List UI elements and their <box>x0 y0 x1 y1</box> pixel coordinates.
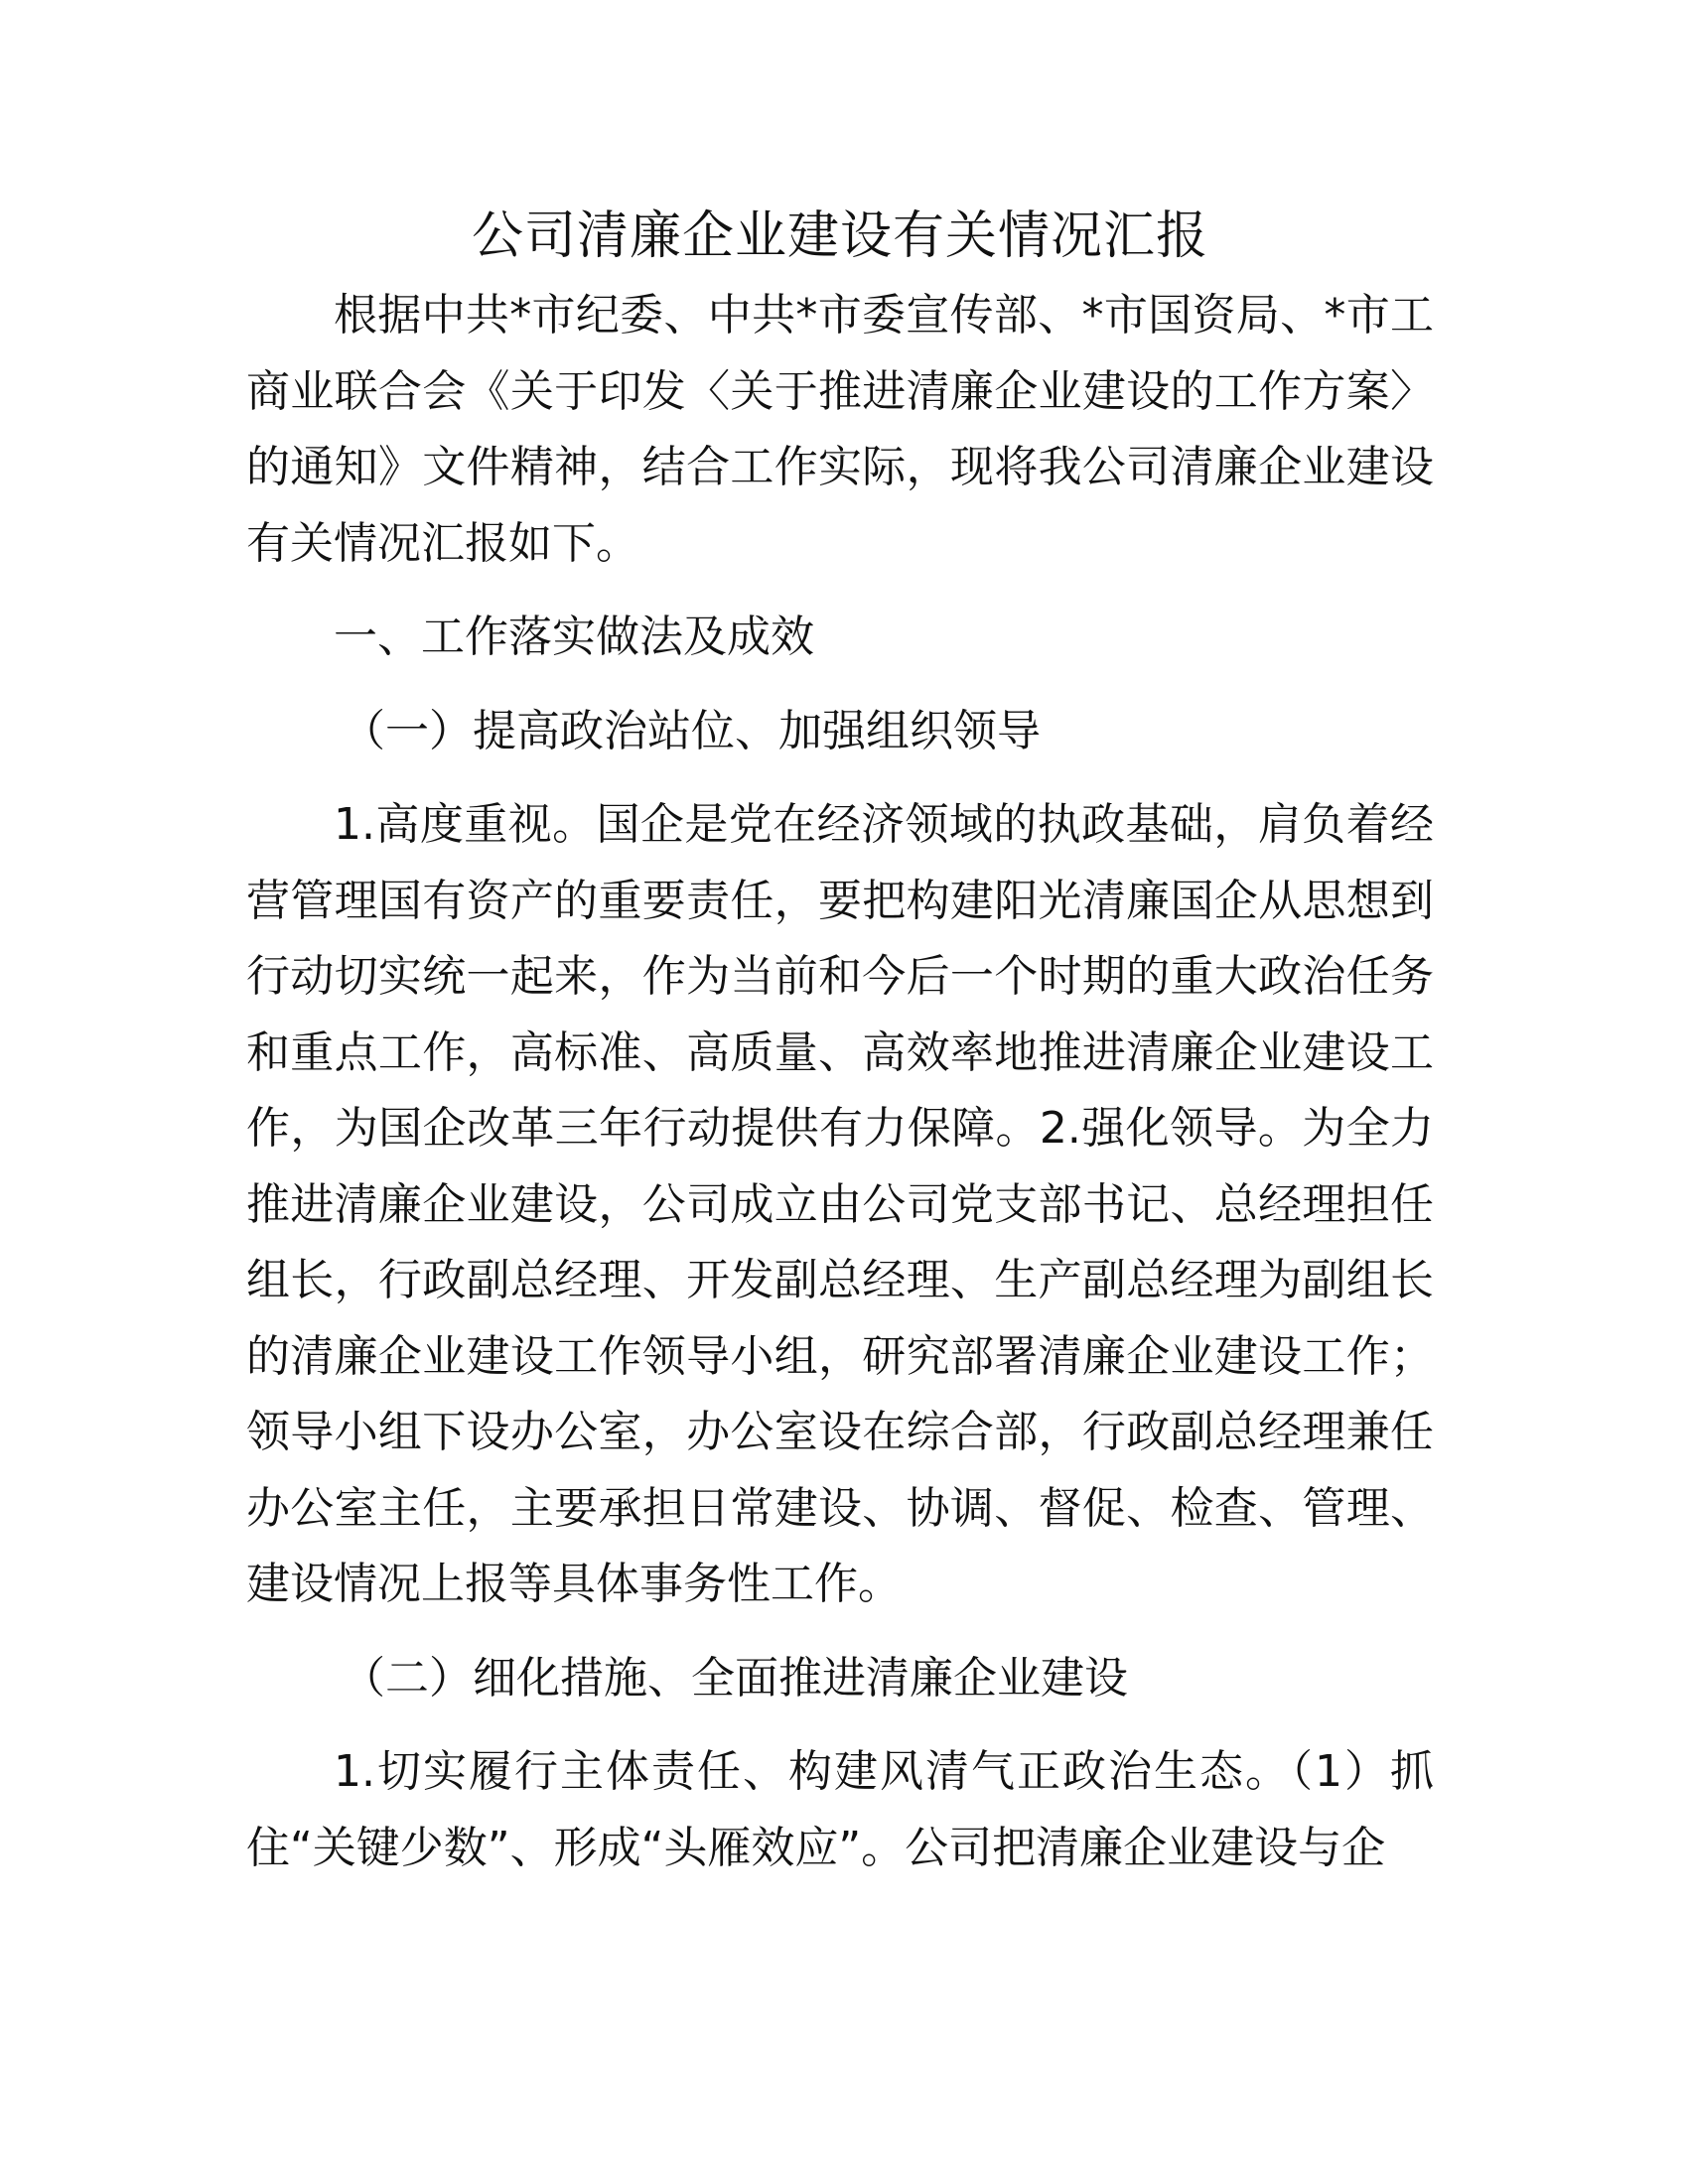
document-body <box>246 195 1434 1886</box>
subsection-heading: （一）提高政治站位、加强组织领导 <box>342 705 1041 756</box>
body-paragraph: 1.切实履行主体责任、构建风清气正政治生态。（1）抓住“关键少数”、形成“头雁效应”。公司把清廉企业建设与企 <box>246 1746 1434 1873</box>
body-paragraph: 1.高度重视。国企是党在经济领域的执政基础，肩负着经营管理国有资产的重要责任，要把构建阳光清廉国企从思想到行动切实统一起来，作为当前和今后一个时期的重大政治任务和重点工作，高标准、高质量、高效率地推进清廉企业建设工作，为国企改革三年行动提供有力保障。2.强化领导。为全力推进清廉企业建设，公司成立由公司党支部书记、总经理担任组长，行政副总经理、开发副总经理、生产副总经理为副组长的清廉企业建设工作领导小组，研究部署清廉企业建设工作；领导小组下设办公室，办公室设在综合部，行政副总经理兼任办公室主任，主要承担日常建设、协调、督促、检查、管理、建设情况上报等具体事务性工作。 <box>246 799 1434 1609</box>
intro-paragraph: 根据中共*市纪委、中共*市委宣传部、*市国资局、*市工商业联合会《关于印发〈关于推进清廉企业建设的工作方案〉的通知》文件精神，结合工作实际，现将我公司清廉企业建设有关情况汇报如下。 <box>246 290 1434 569</box>
section-heading: 一、工作落实做法及成效 <box>334 612 814 662</box>
subsection-heading: （二）细化措施、全面推进清廉企业建设 <box>342 1652 1128 1704</box>
page-title: 公司清廉企业建设有关情况汇报 <box>471 206 1208 266</box>
